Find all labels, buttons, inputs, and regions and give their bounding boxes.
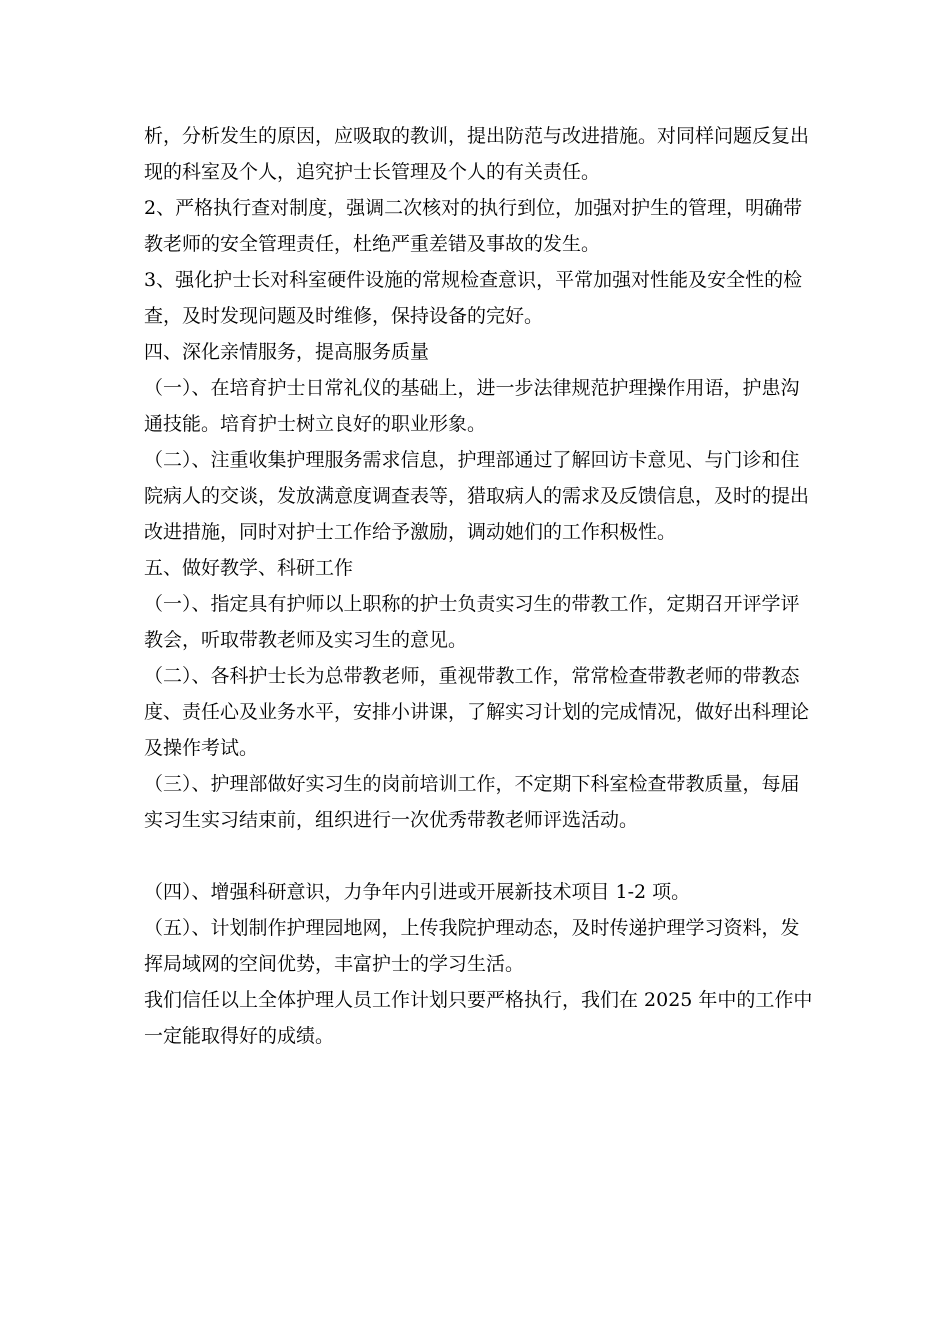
paragraph-6: （二）、注重收集护理服务需求信息，护理部通过了解回访卡意见、与门诊和住院病人的交谈，发放满意度调查表等，猎取病人的需求及反馈信息，及时的提出改进措施，同时对护士工作给予激励，调动她们的工作积极性。 — [144, 449, 810, 543]
document-body — [144, 118, 816, 1054]
paragraph-2: 2、严格执行查对制度，强调二次核对的执行到位，加强对护生的管理，明确带教老师的安全管理责任，杜绝严重差错及事故的发生。 — [144, 197, 803, 255]
paragraph-13: （五）、计划制作护理园地网，上传我院护理动态，及时传递护理学习资料，发挥局域网的空间优势，丰富护士的学习生活。 — [144, 917, 800, 975]
section-heading-5: 五、做好教学、科研工作 — [144, 557, 354, 579]
paragraph-12: （四）、增强科研意识，力争年内引进或开展新技术项目 1-2 项。 — [144, 881, 691, 903]
paragraph-3: 3、强化护士长对科室硬件设施的常规检查意识，平常加强对性能及安全性的检查，及时发现问题及时维修，保持设备的完好。 — [144, 269, 803, 327]
paragraph-5: （一）、在培育护士日常礼仪的基础上，进一步法律规范护理操作用语，护患沟通技能。培育护士树立良好的职业形象。 — [144, 377, 800, 435]
paragraph-9: （二）、各科护士长为总带教老师，重视带教工作，常常检查带教老师的带教态度、责任心及业务水平，安排小讲课，了解实习计划的完成情况，做好出科理论及操作考试。 — [144, 665, 810, 759]
section-heading-4: 四、深化亲情服务，提高服务质量 — [144, 341, 430, 363]
paragraph-10: （三）、护理部做好实习生的岗前培训工作，不定期下科室检查带教质量，每届实习生实习结束前，组织进行一次优秀带教老师评选活动。 — [144, 773, 800, 831]
closing-paragraph: 我们信任以上全体护理人员工作计划只要严格执行，我们在 2025 年中的工作中一定能取得好的成绩。 — [144, 989, 813, 1047]
paragraph-1: 析，分析发生的原因，应吸取的教训，提出防范与改进措施。对同样问题反复出现的科室及个人，追究护士长管理及个人的有关责任。 — [144, 125, 810, 183]
paragraph-8: （一）、指定具有护师以上职称的护士负责实习生的带教工作，定期召开评学评教会，听取带教老师及实习生的意见。 — [144, 593, 800, 651]
blank-line — [144, 838, 816, 874]
